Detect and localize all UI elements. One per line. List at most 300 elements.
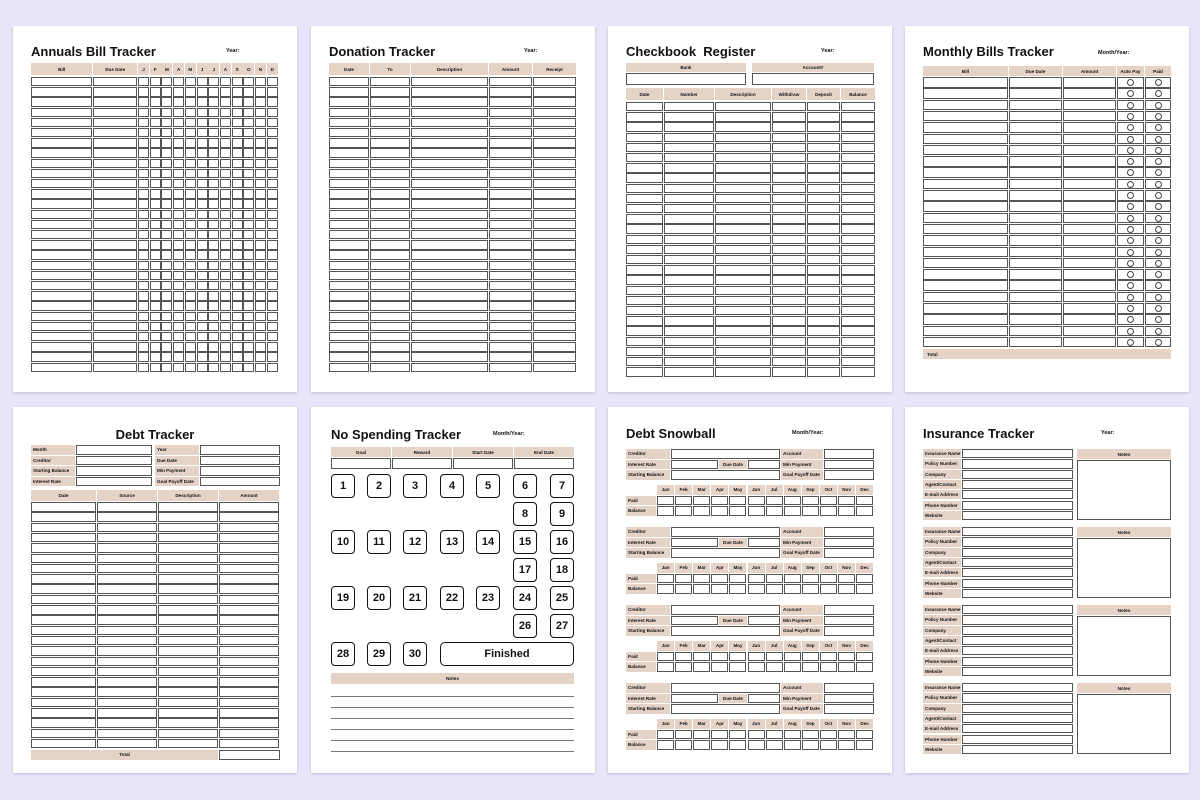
table-cell[interactable] <box>232 128 243 137</box>
table-cell[interactable] <box>232 199 243 208</box>
table-cell[interactable] <box>715 337 771 346</box>
table-cell[interactable] <box>31 739 96 749</box>
table-cell[interactable] <box>31 291 92 300</box>
day-box-20[interactable]: 20 <box>367 586 391 610</box>
table-cell[interactable] <box>923 326 1008 337</box>
table-cell[interactable] <box>841 326 875 335</box>
table-cell[interactable] <box>208 159 219 168</box>
table-cell[interactable] <box>93 169 137 178</box>
table-cell[interactable] <box>962 683 1073 692</box>
table-cell[interactable] <box>820 584 837 594</box>
table-cell[interactable] <box>173 352 184 361</box>
table-cell[interactable] <box>150 342 161 351</box>
table-cell[interactable] <box>824 470 874 480</box>
table-cell[interactable] <box>807 163 840 172</box>
table-cell[interactable] <box>93 261 137 270</box>
table-cell[interactable] <box>31 687 96 697</box>
table-cell[interactable] <box>675 584 692 594</box>
table-cell[interactable] <box>370 159 410 168</box>
table-cell[interactable] <box>267 199 278 208</box>
table-cell[interactable] <box>161 189 172 198</box>
table-cell[interactable] <box>411 301 488 310</box>
day-box-10[interactable]: 10 <box>331 530 355 554</box>
table-cell[interactable] <box>489 301 532 310</box>
table-cell[interactable] <box>255 301 266 310</box>
table-cell[interactable] <box>489 128 532 137</box>
table-cell[interactable] <box>411 342 488 351</box>
table-cell[interactable] <box>807 255 840 264</box>
table-cell[interactable] <box>772 347 806 356</box>
table-cell[interactable] <box>93 179 137 188</box>
paid-checkbox[interactable] <box>1155 226 1162 233</box>
table-cell[interactable] <box>219 523 279 533</box>
table-cell[interactable] <box>31 584 96 594</box>
table-cell[interactable] <box>208 230 219 239</box>
table-cell[interactable] <box>150 97 161 106</box>
table-cell[interactable] <box>158 574 218 584</box>
table-cell[interactable] <box>962 568 1073 577</box>
table-cell[interactable] <box>31 332 92 341</box>
table-cell[interactable] <box>93 220 137 229</box>
table-cell[interactable] <box>185 230 196 239</box>
table-cell[interactable] <box>626 194 663 203</box>
table-cell[interactable] <box>1063 190 1116 201</box>
table-cell[interactable] <box>807 286 840 295</box>
table-cell[interactable] <box>411 363 488 372</box>
table-cell[interactable] <box>267 342 278 351</box>
table-cell[interactable] <box>255 77 266 86</box>
table-cell[interactable] <box>232 97 243 106</box>
table-cell[interactable] <box>748 506 765 516</box>
table-cell[interactable] <box>772 143 806 152</box>
table-cell[interactable] <box>329 108 369 117</box>
table-cell[interactable] <box>671 470 780 480</box>
table-cell[interactable] <box>411 261 488 270</box>
table-cell[interactable] <box>232 301 243 310</box>
table-cell[interactable] <box>173 281 184 290</box>
table-cell[interactable] <box>962 667 1073 676</box>
day-box-30[interactable]: 30 <box>403 642 427 666</box>
table-cell[interactable] <box>370 250 410 259</box>
table-cell[interactable] <box>161 118 172 127</box>
table-cell[interactable] <box>208 301 219 310</box>
table-cell[interactable] <box>824 527 874 537</box>
table-cell[interactable] <box>715 306 771 315</box>
table-cell[interactable] <box>220 312 231 321</box>
table-cell[interactable] <box>715 102 771 111</box>
table-cell[interactable] <box>185 128 196 137</box>
table-cell[interactable] <box>185 179 196 188</box>
table-cell[interactable] <box>232 291 243 300</box>
table-cell[interactable] <box>185 189 196 198</box>
table-cell[interactable] <box>664 296 714 305</box>
table-cell[interactable] <box>158 512 218 522</box>
table-cell[interactable] <box>255 159 266 168</box>
table-cell[interactable] <box>370 128 410 137</box>
table-cell[interactable] <box>533 281 576 290</box>
day-box-16[interactable]: 16 <box>550 530 574 554</box>
table-cell[interactable] <box>208 332 219 341</box>
table-cell[interactable] <box>150 128 161 137</box>
table-cell[interactable] <box>161 179 172 188</box>
table-cell[interactable] <box>329 291 369 300</box>
table-cell[interactable] <box>150 322 161 331</box>
table-cell[interactable] <box>138 189 149 198</box>
table-cell[interactable] <box>243 352 254 361</box>
table-cell[interactable] <box>138 261 149 270</box>
table-cell[interactable] <box>772 184 806 193</box>
table-cell[interactable] <box>97 698 157 708</box>
auto-pay-checkbox[interactable] <box>1127 305 1134 312</box>
table-cell[interactable] <box>93 230 137 239</box>
day-box-5[interactable]: 5 <box>476 474 500 498</box>
table-cell[interactable] <box>158 564 218 574</box>
table-cell[interactable] <box>923 77 1008 88</box>
table-cell[interactable] <box>370 363 410 372</box>
table-cell[interactable] <box>208 199 219 208</box>
table-cell[interactable] <box>329 261 369 270</box>
table-cell[interactable] <box>533 138 576 147</box>
paid-checkbox[interactable] <box>1155 158 1162 165</box>
table-cell[interactable] <box>533 189 576 198</box>
table-cell[interactable] <box>329 301 369 310</box>
table-cell[interactable] <box>489 169 532 178</box>
table-cell[interactable] <box>1009 201 1062 212</box>
table-cell[interactable] <box>748 616 780 626</box>
table-cell[interactable] <box>329 210 369 219</box>
table-cell[interactable] <box>370 342 410 351</box>
table-cell[interactable] <box>626 347 663 356</box>
table-cell[interactable] <box>1009 179 1062 190</box>
table-cell[interactable] <box>31 240 92 249</box>
table-cell[interactable] <box>173 138 184 147</box>
table-cell[interactable] <box>807 102 840 111</box>
table-cell[interactable] <box>31 554 96 564</box>
table-cell[interactable] <box>626 214 663 223</box>
table-cell[interactable] <box>93 332 137 341</box>
table-cell[interactable] <box>807 235 840 244</box>
table-cell[interactable] <box>715 367 771 376</box>
table-cell[interactable] <box>219 708 279 718</box>
table-cell[interactable] <box>158 533 218 543</box>
table-cell[interactable] <box>664 194 714 203</box>
table-cell[interactable] <box>185 291 196 300</box>
table-cell[interactable] <box>97 523 157 533</box>
table-cell[interactable] <box>31 108 92 117</box>
table-cell[interactable] <box>962 459 1073 468</box>
table-cell[interactable] <box>533 271 576 280</box>
table-cell[interactable] <box>802 574 819 584</box>
table-cell[interactable] <box>329 179 369 188</box>
table-cell[interactable] <box>411 352 488 361</box>
table-cell[interactable] <box>197 352 208 361</box>
table-cell[interactable] <box>138 363 149 372</box>
table-cell[interactable] <box>841 153 875 162</box>
table-cell[interactable] <box>208 281 219 290</box>
table-cell[interactable] <box>255 230 266 239</box>
table-cell[interactable] <box>657 506 674 516</box>
table-cell[interactable] <box>807 265 840 274</box>
table-cell[interactable] <box>370 199 410 208</box>
table-cell[interactable] <box>208 189 219 198</box>
table-cell[interactable] <box>267 322 278 331</box>
table-cell[interactable] <box>838 730 855 740</box>
paid-checkbox[interactable] <box>1155 260 1162 267</box>
table-cell[interactable] <box>729 740 746 750</box>
table-cell[interactable] <box>671 694 718 704</box>
table-cell[interactable] <box>1063 292 1116 303</box>
table-cell[interactable] <box>185 281 196 290</box>
table-cell[interactable] <box>626 163 663 172</box>
table-cell[interactable] <box>370 240 410 249</box>
table-cell[interactable] <box>150 108 161 117</box>
table-cell[interactable] <box>255 189 266 198</box>
table-cell[interactable] <box>671 704 780 714</box>
table-cell[interactable] <box>150 118 161 127</box>
table-cell[interactable] <box>1009 145 1062 156</box>
table-cell[interactable] <box>1063 224 1116 235</box>
table-cell[interactable] <box>329 352 369 361</box>
table-cell[interactable] <box>748 460 780 470</box>
table-cell[interactable] <box>411 250 488 259</box>
table-cell[interactable] <box>962 589 1073 598</box>
table-cell[interactable] <box>664 153 714 162</box>
table-cell[interactable] <box>772 133 806 142</box>
table-cell[interactable] <box>411 332 488 341</box>
table-cell[interactable] <box>208 261 219 270</box>
table-cell[interactable] <box>267 240 278 249</box>
table-cell[interactable] <box>161 97 172 106</box>
table-cell[interactable] <box>255 291 266 300</box>
table-cell[interactable] <box>97 657 157 667</box>
table-cell[interactable] <box>856 574 873 584</box>
table-cell[interactable] <box>715 275 771 284</box>
table-cell[interactable] <box>31 352 92 361</box>
table-cell[interactable] <box>220 301 231 310</box>
table-cell[interactable] <box>220 250 231 259</box>
table-cell[interactable] <box>97 626 157 636</box>
table-cell[interactable] <box>243 312 254 321</box>
table-cell[interactable] <box>489 148 532 157</box>
table-cell[interactable] <box>824 605 874 615</box>
day-box-27[interactable]: 27 <box>550 614 574 638</box>
day-box-24[interactable]: 24 <box>513 586 537 610</box>
table-cell[interactable] <box>138 352 149 361</box>
table-cell[interactable] <box>411 77 488 86</box>
table-cell[interactable] <box>693 730 710 740</box>
table-cell[interactable] <box>232 332 243 341</box>
table-cell[interactable] <box>161 108 172 117</box>
table-cell[interactable] <box>197 230 208 239</box>
table-cell[interactable] <box>370 332 410 341</box>
table-cell[interactable] <box>711 574 728 584</box>
table-cell[interactable] <box>411 148 488 157</box>
day-box-18[interactable]: 18 <box>550 558 574 582</box>
table-cell[interactable] <box>161 240 172 249</box>
table-cell[interactable] <box>626 184 663 193</box>
table-cell[interactable] <box>772 173 806 182</box>
table-cell[interactable] <box>97 718 157 728</box>
table-cell[interactable] <box>962 470 1073 479</box>
table-cell[interactable] <box>267 363 278 372</box>
table-cell[interactable] <box>923 247 1008 258</box>
table-cell[interactable] <box>173 240 184 249</box>
table-cell[interactable] <box>31 220 92 229</box>
table-cell[interactable] <box>208 363 219 372</box>
auto-pay-checkbox[interactable] <box>1127 102 1134 109</box>
table-cell[interactable] <box>158 523 218 533</box>
table-cell[interactable] <box>161 230 172 239</box>
table-cell[interactable] <box>715 286 771 295</box>
table-cell[interactable] <box>158 646 218 656</box>
table-cell[interactable] <box>1063 337 1116 348</box>
table-cell[interactable] <box>161 322 172 331</box>
table-cell[interactable] <box>748 740 765 750</box>
table-cell[interactable] <box>208 240 219 249</box>
table-cell[interactable] <box>657 496 674 506</box>
table-cell[interactable] <box>1009 235 1062 246</box>
table-cell[interactable] <box>824 694 874 704</box>
table-cell[interactable] <box>711 740 728 750</box>
table-cell[interactable] <box>715 214 771 223</box>
table-cell[interactable] <box>1009 303 1062 314</box>
table-cell[interactable] <box>1077 460 1171 520</box>
table-cell[interactable] <box>329 97 369 106</box>
table-cell[interactable] <box>138 210 149 219</box>
paid-checkbox[interactable] <box>1155 136 1162 143</box>
table-cell[interactable] <box>824 683 874 693</box>
table-cell[interactable] <box>329 87 369 96</box>
table-cell[interactable] <box>220 220 231 229</box>
table-cell[interactable] <box>533 77 576 86</box>
table-cell[interactable] <box>161 220 172 229</box>
table-cell[interactable] <box>31 677 96 687</box>
table-cell[interactable] <box>489 312 532 321</box>
table-cell[interactable] <box>766 662 783 672</box>
table-cell[interactable] <box>923 235 1008 246</box>
table-cell[interactable] <box>161 342 172 351</box>
table-cell[interactable] <box>838 662 855 672</box>
table-cell[interactable] <box>31 148 92 157</box>
table-cell[interactable] <box>329 271 369 280</box>
table-cell[interactable] <box>150 363 161 372</box>
table-cell[interactable] <box>173 363 184 372</box>
table-cell[interactable] <box>232 179 243 188</box>
table-cell[interactable] <box>185 261 196 270</box>
table-cell[interactable] <box>185 322 196 331</box>
table-cell[interactable] <box>329 220 369 229</box>
table-cell[interactable] <box>173 108 184 117</box>
table-cell[interactable] <box>93 301 137 310</box>
table-cell[interactable] <box>255 332 266 341</box>
table-cell[interactable] <box>158 698 218 708</box>
table-cell[interactable] <box>411 322 488 331</box>
table-cell[interactable] <box>533 220 576 229</box>
table-cell[interactable] <box>841 275 875 284</box>
table-cell[interactable] <box>173 159 184 168</box>
table-cell[interactable] <box>208 250 219 259</box>
table-cell[interactable] <box>232 138 243 147</box>
table-cell[interactable] <box>197 77 208 86</box>
table-cell[interactable] <box>807 184 840 193</box>
table-cell[interactable] <box>31 77 92 86</box>
paid-checkbox[interactable] <box>1155 181 1162 188</box>
table-cell[interactable] <box>150 220 161 229</box>
table-cell[interactable] <box>664 173 714 182</box>
table-cell[interactable] <box>173 169 184 178</box>
table-cell[interactable] <box>31 250 92 259</box>
table-cell[interactable] <box>219 615 279 625</box>
table-cell[interactable] <box>220 352 231 361</box>
table-cell[interactable] <box>93 363 137 372</box>
table-cell[interactable] <box>715 357 771 366</box>
table-cell[interactable] <box>173 312 184 321</box>
table-cell[interactable] <box>243 322 254 331</box>
table-cell[interactable] <box>664 122 714 131</box>
table-cell[interactable] <box>138 322 149 331</box>
table-cell[interactable] <box>411 87 488 96</box>
table-cell[interactable] <box>657 584 674 594</box>
day-box-12[interactable]: 12 <box>403 530 427 554</box>
table-cell[interactable] <box>1077 616 1171 676</box>
table-cell[interactable] <box>411 138 488 147</box>
table-cell[interactable] <box>93 281 137 290</box>
table-cell[interactable] <box>267 138 278 147</box>
table-cell[interactable] <box>158 708 218 718</box>
table-cell[interactable] <box>150 281 161 290</box>
table-cell[interactable] <box>161 77 172 86</box>
table-cell[interactable] <box>664 326 714 335</box>
day-box-17[interactable]: 17 <box>513 558 537 582</box>
table-cell[interactable] <box>220 97 231 106</box>
paid-checkbox[interactable] <box>1155 294 1162 301</box>
table-cell[interactable] <box>173 332 184 341</box>
day-box-11[interactable]: 11 <box>367 530 391 554</box>
table-cell[interactable] <box>807 337 840 346</box>
table-cell[interactable] <box>923 269 1008 280</box>
table-cell[interactable] <box>838 740 855 750</box>
table-cell[interactable] <box>411 312 488 321</box>
table-cell[interactable] <box>220 128 231 137</box>
table-cell[interactable] <box>138 240 149 249</box>
table-cell[interactable] <box>150 261 161 270</box>
table-cell[interactable] <box>161 250 172 259</box>
table-cell[interactable] <box>772 265 806 274</box>
table-cell[interactable] <box>329 250 369 259</box>
table-cell[interactable] <box>533 332 576 341</box>
table-cell[interactable] <box>267 230 278 239</box>
table-cell[interactable] <box>411 159 488 168</box>
table-cell[interactable] <box>255 271 266 280</box>
table-cell[interactable] <box>197 97 208 106</box>
table-cell[interactable] <box>370 138 410 147</box>
table-cell[interactable] <box>93 240 137 249</box>
table-cell[interactable] <box>411 271 488 280</box>
table-cell[interactable] <box>784 496 801 506</box>
table-cell[interactable] <box>807 204 840 213</box>
table-cell[interactable] <box>824 460 874 470</box>
table-cell[interactable] <box>97 729 157 739</box>
table-cell[interactable] <box>197 148 208 157</box>
day-box-23[interactable]: 23 <box>476 586 500 610</box>
table-cell[interactable] <box>533 87 576 96</box>
table-cell[interactable] <box>807 306 840 315</box>
table-cell[interactable] <box>838 506 855 516</box>
table-cell[interactable] <box>664 163 714 172</box>
table-cell[interactable] <box>138 108 149 117</box>
table-cell[interactable] <box>161 363 172 372</box>
table-cell[interactable] <box>267 179 278 188</box>
